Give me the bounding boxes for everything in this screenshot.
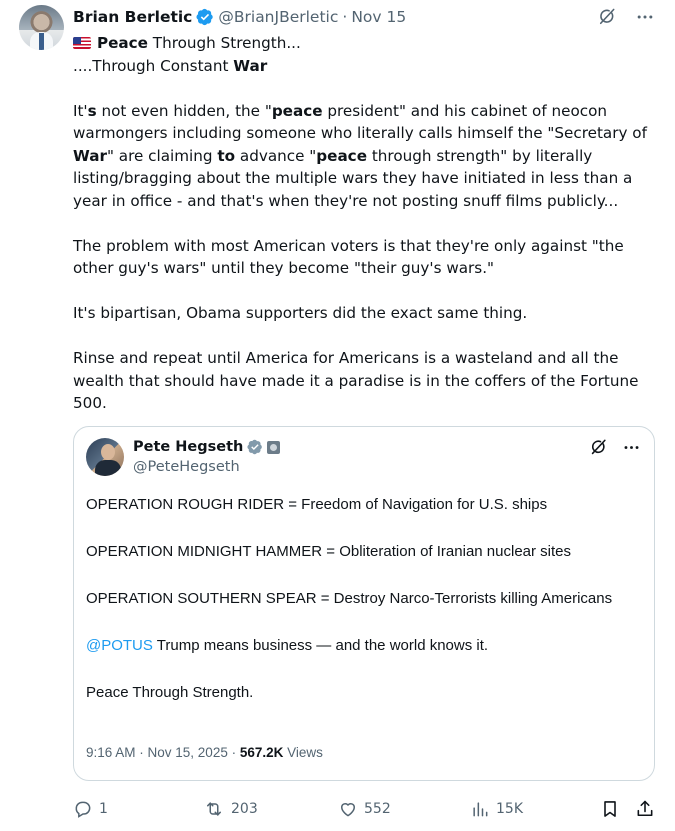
share-icon — [635, 799, 655, 819]
like-count: 552 — [364, 801, 391, 817]
views-count: 15K — [496, 801, 523, 817]
repost-icon — [203, 799, 225, 819]
p1-text: It' — [73, 101, 88, 120]
header-separator: · — [342, 8, 348, 26]
quoted-author-handle[interactable]: @PeteHegseth — [133, 459, 240, 475]
bookmark-button[interactable] — [600, 797, 620, 821]
post-line-1 — [73, 32, 658, 55]
quoted-views-count: 567.2K — [239, 745, 284, 760]
quoted-avatar-suit — [95, 460, 121, 476]
line2-pre: ....Through Constant — [73, 56, 234, 75]
share-button[interactable] — [635, 797, 655, 821]
post-paragraph-3: It's bipartisan, Obama supporters did the exact same thing. — [73, 304, 528, 322]
p1-bold: s — [87, 101, 97, 120]
verified-badge-icon[interactable] — [196, 8, 214, 26]
p1-text: president" and his cabinet of neocon warmongers including someone who literally calls himself the "Secretary of — [73, 101, 647, 142]
bold-war: War — [233, 56, 268, 75]
quoted-line-1: OPERATION ROUGH RIDER = Freedom of Navigation for U.S. ships — [86, 496, 548, 513]
quoted-avatar-face — [101, 444, 115, 460]
potus-mention-link[interactable]: @POTUS — [86, 637, 153, 654]
tweet-header — [73, 6, 406, 28]
repost-count: 203 — [231, 801, 258, 817]
bold-peace: Peace — [97, 34, 148, 52]
post-text — [73, 32, 658, 415]
quoted-author-name[interactable]: Pete Hegseth — [133, 439, 244, 455]
us-flag-icon — [73, 37, 91, 49]
p1-bold: peace — [316, 146, 367, 165]
quoted-tweet[interactable] — [73, 426, 655, 781]
like-button[interactable] — [338, 797, 391, 821]
quoted-text — [86, 493, 641, 705]
author-handle[interactable]: @BrianJBerletic — [218, 8, 339, 26]
post-paragraph-2: The problem with most American voters is that they're only against "the other guy's wars" until they become "their guy's wars." — [73, 236, 624, 277]
quoted-verified-badge-icon[interactable] — [247, 439, 263, 455]
author-avatar[interactable] — [19, 5, 64, 50]
quoted-avatar[interactable] — [86, 438, 124, 476]
quoted-meta — [86, 745, 323, 760]
analytics-icon — [470, 799, 490, 819]
p1-bold: peace — [271, 101, 323, 120]
quoted-more-icon[interactable] — [621, 437, 641, 457]
p1-bold: to — [217, 146, 236, 165]
reply-button[interactable] — [73, 797, 108, 821]
avatar-tie — [39, 33, 44, 50]
quoted-line-5: Peace Through Strength. — [86, 684, 254, 701]
more-icon[interactable] — [635, 7, 655, 27]
post-paragraph-1 — [73, 100, 658, 213]
top-icons — [597, 7, 655, 27]
government-affiliation-icon[interactable] — [267, 441, 280, 454]
quoted-timestamp[interactable]: 9:16 AM · Nov 15, 2025 · — [86, 745, 240, 760]
quoted-icons — [588, 437, 641, 457]
reply-count: 1 — [99, 801, 108, 817]
quoted-line-2: OPERATION MIDNIGHT HAMMER = Obliteration of Iranian nuclear sites — [86, 543, 572, 560]
p1-text: through strength" by literally listing/bragging about the multiple wars they have initiated in less than a year in office - and that's when they're not posting snuff films publicly... — [73, 146, 633, 210]
grok-icon[interactable] — [597, 7, 617, 27]
bookmark-icon — [600, 799, 620, 819]
views-button[interactable] — [470, 797, 523, 821]
line1-rest: Through Strength... — [147, 34, 301, 52]
p1-text: not even hidden, the " — [96, 101, 272, 120]
post-line-2 — [73, 55, 658, 78]
p1-text: " are claiming — [106, 146, 218, 165]
quoted-grok-icon[interactable] — [588, 437, 608, 457]
reply-icon — [73, 799, 93, 819]
heart-icon — [338, 799, 358, 819]
post-paragraph-4: Rinse and repeat until America for Americans is a wasteland and all the wealth that should have made it a paradise is in the coffers of the Fortune 500. — [73, 349, 639, 412]
p1-bold: War — [73, 146, 107, 165]
post-date[interactable]: Nov 15 — [351, 8, 407, 26]
p1-text: advance " — [235, 146, 317, 165]
quoted-author-row — [133, 439, 280, 455]
author-name[interactable]: Brian Berletic — [73, 8, 193, 26]
quoted-line-3: OPERATION SOUTHERN SPEAR = Destroy Narco-Terrorists killing Americans — [86, 590, 613, 607]
quoted-views-label: Views — [283, 745, 323, 760]
action-bar — [73, 797, 658, 821]
quoted-line-4 — [86, 634, 641, 658]
repost-button[interactable] — [203, 797, 258, 821]
quoted-line-4-rest: Trump means business — and the world knows it. — [152, 637, 489, 654]
